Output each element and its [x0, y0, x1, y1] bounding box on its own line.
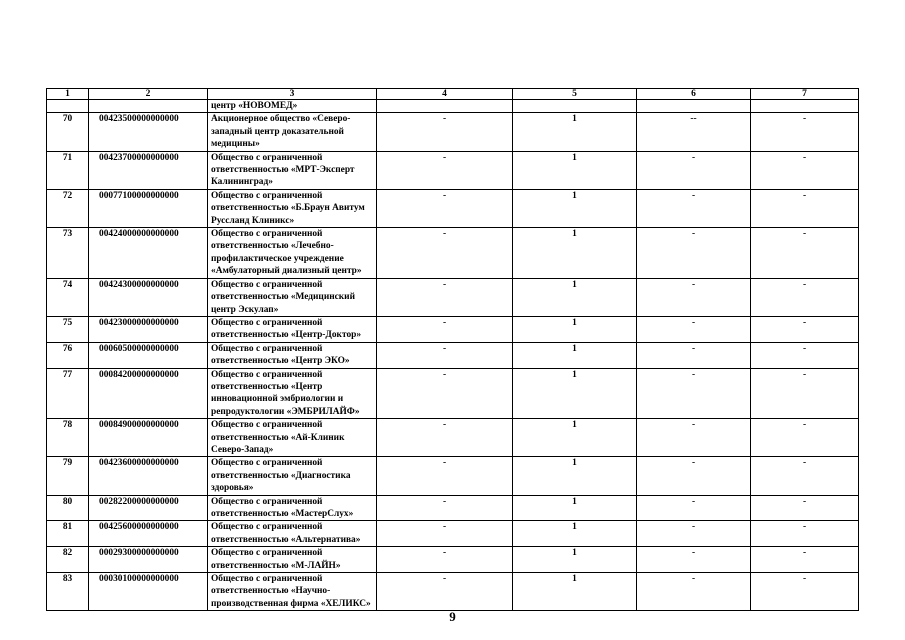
column-7-cell: - [751, 151, 859, 189]
column-7-cell: - [751, 189, 859, 227]
column-6-cell: - [637, 189, 751, 227]
column-5-cell: 1 [513, 521, 637, 547]
organization-name-cell: Общество с ограниченной ответственностью «Альтернатива» [208, 521, 377, 547]
organization-name-cell: Общество с ограниченной ответственностью «Ай-Клиник Северо-Запад» [208, 419, 377, 457]
column-4-cell: - [377, 495, 513, 521]
column-5-cell: 1 [513, 278, 637, 316]
column-6-cell: - [637, 228, 751, 279]
organization-code-cell: 00084200000000000 [89, 368, 208, 419]
column-6-cell: - [637, 547, 751, 573]
column-6-cell: - [637, 521, 751, 547]
column-4-cell: - [377, 189, 513, 227]
table-row [47, 228, 859, 279]
column-5-cell: 1 [513, 573, 637, 611]
table-row [47, 521, 859, 547]
organization-code-cell [89, 100, 208, 113]
column-6-cell: - [637, 316, 751, 342]
column-6-cell: - [637, 342, 751, 368]
row-number-cell: 72 [47, 189, 89, 227]
organization-name-cell: Общество с ограниченной ответственностью «Центр инновационной эмбриологии и репродуктологии «ЭМБРИЛАЙФ» [208, 368, 377, 419]
column-6-cell: - [637, 278, 751, 316]
column-5-cell: 1 [513, 151, 637, 189]
column-4-cell: - [377, 113, 513, 151]
column-6-cell [637, 100, 751, 113]
table-row [47, 113, 859, 151]
column-6-cell: - [637, 573, 751, 611]
row-number-cell: 77 [47, 368, 89, 419]
column-5-cell: 1 [513, 189, 637, 227]
table-row [47, 342, 859, 368]
column-5-cell: 1 [513, 228, 637, 279]
organization-name-cell: Общество с ограниченной ответственностью «Диагностика здоровья» [208, 457, 377, 495]
row-number-cell: 71 [47, 151, 89, 189]
organization-name-cell: Общество с ограниченной ответственностью «Научно-производственная фирма «ХЕЛИКС» [208, 573, 377, 611]
column-header: 7 [751, 89, 859, 100]
column-header: 6 [637, 89, 751, 100]
column-4-cell: - [377, 521, 513, 547]
column-5-cell: 1 [513, 342, 637, 368]
table-row [47, 100, 859, 113]
organization-code-cell: 00424000000000000 [89, 228, 208, 279]
row-number-cell: 74 [47, 278, 89, 316]
table-row [47, 457, 859, 495]
organization-code-cell: 00423500000000000 [89, 113, 208, 151]
row-number-cell: 70 [47, 113, 89, 151]
organization-code-cell: 00282200000000000 [89, 495, 208, 521]
column-6-cell: - [637, 457, 751, 495]
table-row [47, 419, 859, 457]
table-row [47, 278, 859, 316]
row-number-cell: 76 [47, 342, 89, 368]
column-7-cell: - [751, 573, 859, 611]
table-row [47, 316, 859, 342]
table-row [47, 573, 859, 611]
organization-name-cell: Общество с ограниченной ответственностью «М-ЛАЙН» [208, 547, 377, 573]
organization-name-cell: Акционерное общество «Северо-западный центр доказательной медицины» [208, 113, 377, 151]
organization-name-cell: центр «НОВОМЕД» [208, 100, 377, 113]
column-7-cell: - [751, 419, 859, 457]
table-row [47, 189, 859, 227]
column-7-cell: - [751, 495, 859, 521]
column-6-cell: - [637, 151, 751, 189]
organization-code-cell: 00423000000000000 [89, 316, 208, 342]
column-5-cell [513, 100, 637, 113]
organization-name-cell: Общество с ограниченной ответственностью «Центр ЭКО» [208, 342, 377, 368]
column-5-cell: 1 [513, 457, 637, 495]
column-7-cell [751, 100, 859, 113]
table-row [47, 151, 859, 189]
organization-code-cell: 00424300000000000 [89, 278, 208, 316]
row-number-cell: 83 [47, 573, 89, 611]
column-4-cell [377, 100, 513, 113]
table-row [47, 547, 859, 573]
column-4-cell: - [377, 316, 513, 342]
row-number-cell: 73 [47, 228, 89, 279]
column-4-cell: - [377, 457, 513, 495]
column-6-cell: - [637, 368, 751, 419]
column-7-cell: - [751, 228, 859, 279]
column-5-cell: 1 [513, 547, 637, 573]
column-4-cell: - [377, 547, 513, 573]
row-number-cell [47, 100, 89, 113]
organization-code-cell: 00077100000000000 [89, 189, 208, 227]
organization-name-cell: Общество с ограниченной ответственностью «Лечебно-профилактическое учреждение «Амбулаторный диализный центр» [208, 228, 377, 279]
header-row [47, 89, 859, 100]
column-7-cell: - [751, 368, 859, 419]
column-5-cell: 1 [513, 419, 637, 457]
column-4-cell: - [377, 342, 513, 368]
row-number-cell: 79 [47, 457, 89, 495]
document-table [46, 88, 859, 611]
organization-name-cell: Общество с ограниченной ответственностью «МРТ-Эксперт Калининград» [208, 151, 377, 189]
column-4-cell: - [377, 228, 513, 279]
column-header: 1 [47, 89, 89, 100]
column-header: 4 [377, 89, 513, 100]
organization-code-cell: 00423600000000000 [89, 457, 208, 495]
organization-code-cell: 00425600000000000 [89, 521, 208, 547]
organization-name-cell: Общество с ограниченной ответственностью «Центр-Доктор» [208, 316, 377, 342]
column-7-cell: - [751, 521, 859, 547]
row-number-cell: 81 [47, 521, 89, 547]
column-6-cell: -- [637, 113, 751, 151]
organization-code-cell: 00029300000000000 [89, 547, 208, 573]
column-5-cell: 1 [513, 316, 637, 342]
column-header: 2 [89, 89, 208, 100]
column-7-cell: - [751, 342, 859, 368]
column-7-cell: - [751, 113, 859, 151]
organization-code-cell: 00060500000000000 [89, 342, 208, 368]
organization-name-cell: Общество с ограниченной ответственностью «Медицинский центр Эскулап» [208, 278, 377, 316]
column-7-cell: - [751, 278, 859, 316]
row-number-cell: 80 [47, 495, 89, 521]
column-6-cell: - [637, 495, 751, 521]
column-4-cell: - [377, 151, 513, 189]
table-body [47, 89, 859, 611]
row-number-cell: 82 [47, 547, 89, 573]
column-5-cell: 1 [513, 495, 637, 521]
column-7-cell: - [751, 457, 859, 495]
column-4-cell: - [377, 419, 513, 457]
row-number-cell: 78 [47, 419, 89, 457]
column-header: 5 [513, 89, 637, 100]
organization-code-cell: 00030100000000000 [89, 573, 208, 611]
page-number: 9 [449, 609, 456, 624]
column-4-cell: - [377, 573, 513, 611]
organization-code-cell: 00423700000000000 [89, 151, 208, 189]
column-header: 3 [208, 89, 377, 100]
column-7-cell: - [751, 316, 859, 342]
column-5-cell: 1 [513, 113, 637, 151]
table-row [47, 368, 859, 419]
column-4-cell: - [377, 278, 513, 316]
column-7-cell: - [751, 547, 859, 573]
row-number-cell: 75 [47, 316, 89, 342]
organization-name-cell: Общество с ограниченной ответственностью «Б.Браун Авитум Руссланд Клиникс» [208, 189, 377, 227]
organization-code-cell: 00084900000000000 [89, 419, 208, 457]
column-6-cell: - [637, 419, 751, 457]
column-5-cell: 1 [513, 368, 637, 419]
organization-name-cell: Общество с ограниченной ответственностью «МастерСлух» [208, 495, 377, 521]
table-row [47, 495, 859, 521]
column-4-cell: - [377, 368, 513, 419]
